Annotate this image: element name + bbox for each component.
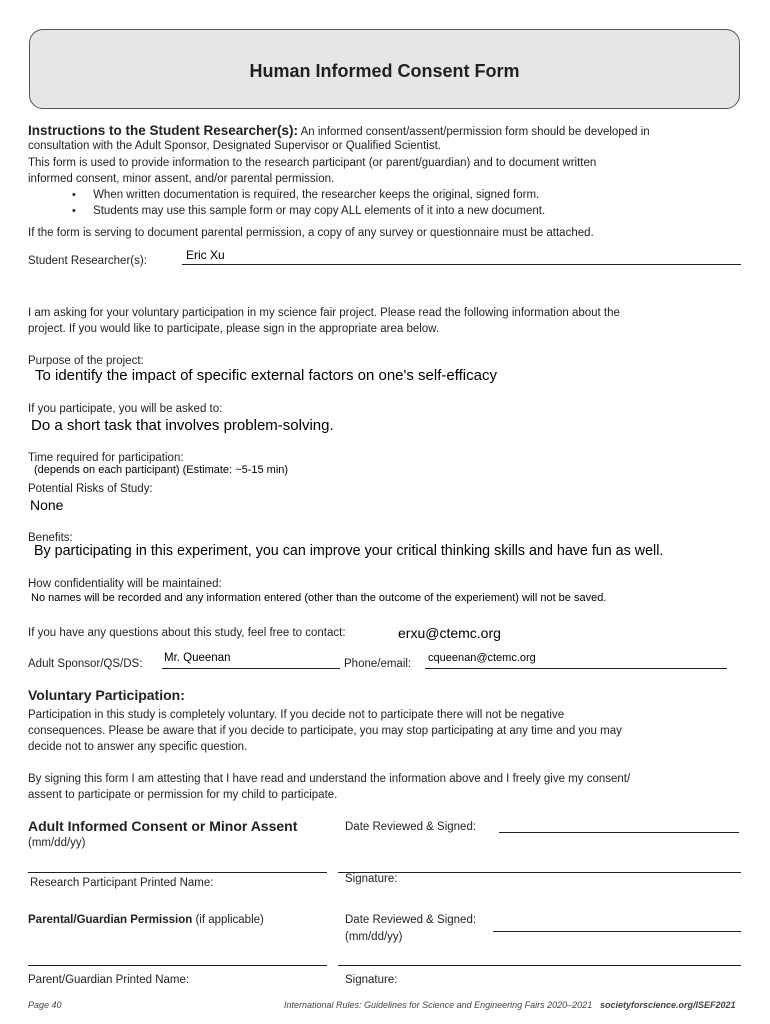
contact-value[interactable]: erxu@ctemc.org bbox=[398, 625, 501, 641]
footer-website[interactable]: societyforscience.org/ISEF2021 bbox=[600, 1000, 736, 1010]
phone-email-label: Phone/email: bbox=[344, 658, 412, 670]
instructions-line4: informed consent, minor assent, and/or parental permission. bbox=[28, 173, 335, 185]
instructions-heading: Instructions to the Student Researcher(s): bbox=[28, 123, 299, 138]
attest-line1: By signing this form I am attesting that I have read and understand the information above and I freely give my consent/ bbox=[28, 773, 631, 785]
voluntary-line3: decide not to answer any specific question. bbox=[28, 741, 248, 753]
benefits-value[interactable]: By participating in this experiment, you can improve your critical thinking skills and have fun as well. bbox=[34, 543, 664, 559]
student-researcher-line bbox=[182, 264, 741, 265]
confidentiality-value[interactable]: No names will be recorded and any information entered (other than the outcome of the experiement) will not be saved. bbox=[31, 592, 607, 604]
voluntary-line1: Participation in this study is completely voluntary. If you decide not to participate there will not be negative bbox=[28, 709, 565, 721]
student-researcher-label: Student Researcher(s): bbox=[28, 255, 147, 267]
parental-date-label: Date Reviewed & Signed: bbox=[345, 914, 477, 926]
adult-consent-date-format: (mm/dd/yy) bbox=[28, 837, 86, 849]
parental-heading-line bbox=[28, 912, 264, 928]
title-banner bbox=[29, 29, 740, 109]
participant-name-field[interactable] bbox=[28, 872, 327, 873]
bullet-text: Students may use this sample form or may copy ALL elements of it into a new document. bbox=[93, 205, 546, 217]
participant-signature-label: Signature: bbox=[345, 873, 398, 885]
guardian-signature-field[interactable] bbox=[338, 965, 741, 966]
phone-email-value[interactable]: cqueenan@ctemc.org bbox=[428, 652, 536, 664]
instructions-text: An informed consent/assent/permission form should be developed in bbox=[298, 126, 650, 138]
adult-consent-date-field[interactable] bbox=[499, 832, 739, 833]
parental-heading-suffix: (if applicable) bbox=[192, 914, 264, 926]
purpose-value[interactable]: To identify the impact of specific external factors on one's self-efficacy bbox=[35, 367, 497, 384]
benefits-label: Benefits: bbox=[28, 532, 73, 544]
risks-value[interactable]: None bbox=[30, 497, 64, 513]
parental-date-format: (mm/dd/yy) bbox=[345, 931, 403, 943]
phone-email-line bbox=[425, 668, 727, 669]
intro-line1: I am asking for your voluntary participation in my science fair project. Please read the following information about the bbox=[28, 307, 620, 319]
guardian-signature-label: Signature: bbox=[345, 974, 398, 986]
guardian-name-field[interactable] bbox=[28, 965, 327, 966]
asked-value[interactable]: Do a short task that involves problem-solving. bbox=[31, 417, 334, 434]
contact-label: If you have any questions about this study, feel free to contact: bbox=[28, 627, 346, 639]
intro-line2: project. If you would like to participate, please sign in the appropriate area below. bbox=[28, 323, 440, 335]
instructions-line2: consultation with the Adult Sponsor, Designated Supervisor or Qualified Scientist. bbox=[28, 140, 441, 152]
adult-consent-date-label: Date Reviewed & Signed: bbox=[345, 821, 477, 833]
parental-date-field[interactable] bbox=[493, 931, 741, 932]
adult-consent-heading: Adult Informed Consent or Minor Assent bbox=[28, 818, 298, 834]
sponsor-line bbox=[162, 668, 340, 669]
risks-label: Potential Risks of Study: bbox=[28, 483, 153, 495]
bullet-text: When written documentation is required, the researcher keeps the original, signed form. bbox=[93, 189, 540, 201]
participant-name-label: Research Participant Printed Name: bbox=[30, 877, 214, 889]
voluntary-line2: consequences. Please be aware that if you decide to participate, you may stop participating at any time and you may bbox=[28, 725, 622, 737]
bullet-icon: • bbox=[72, 205, 76, 217]
bullet-item bbox=[72, 187, 539, 203]
voluntary-heading: Voluntary Participation: bbox=[28, 687, 185, 703]
time-value[interactable]: (depends on each participant) (Estimate: ~5-15 min) bbox=[34, 464, 289, 476]
page-title: Human Informed Consent Form bbox=[249, 61, 520, 81]
sponsor-value[interactable]: Mr. Queenan bbox=[164, 652, 231, 664]
confidentiality-label: How confidentiality will be maintained: bbox=[28, 578, 222, 590]
bullet-icon: • bbox=[72, 189, 76, 201]
bullet-item bbox=[72, 203, 545, 219]
purpose-label: Purpose of the project: bbox=[28, 355, 144, 367]
participant-signature-field[interactable] bbox=[338, 872, 741, 873]
attach-note: If the form is serving to document parental permission, a copy of any survey or questionnaire must be attached. bbox=[28, 227, 594, 239]
footer-page-number: Page 40 bbox=[28, 1000, 62, 1010]
asked-label: If you participate, you will be asked to: bbox=[28, 403, 223, 415]
parental-heading: Parental/Guardian Permission bbox=[28, 914, 193, 926]
footer-guidelines: International Rules: Guidelines for Science and Engineering Fairs 2020–2021 bbox=[284, 1000, 593, 1010]
sponsor-label: Adult Sponsor/QS/DS: bbox=[28, 658, 143, 670]
guardian-name-label: Parent/Guardian Printed Name: bbox=[28, 974, 190, 986]
student-researcher-value[interactable]: Eric Xu bbox=[186, 248, 225, 262]
attest-line2: assent to participate or permission for my child to participate. bbox=[28, 789, 338, 801]
instructions-line3: This form is used to provide information to the research participant (or parent/guardian) and to document written bbox=[28, 157, 597, 169]
time-label: Time required for participation: bbox=[28, 452, 184, 464]
